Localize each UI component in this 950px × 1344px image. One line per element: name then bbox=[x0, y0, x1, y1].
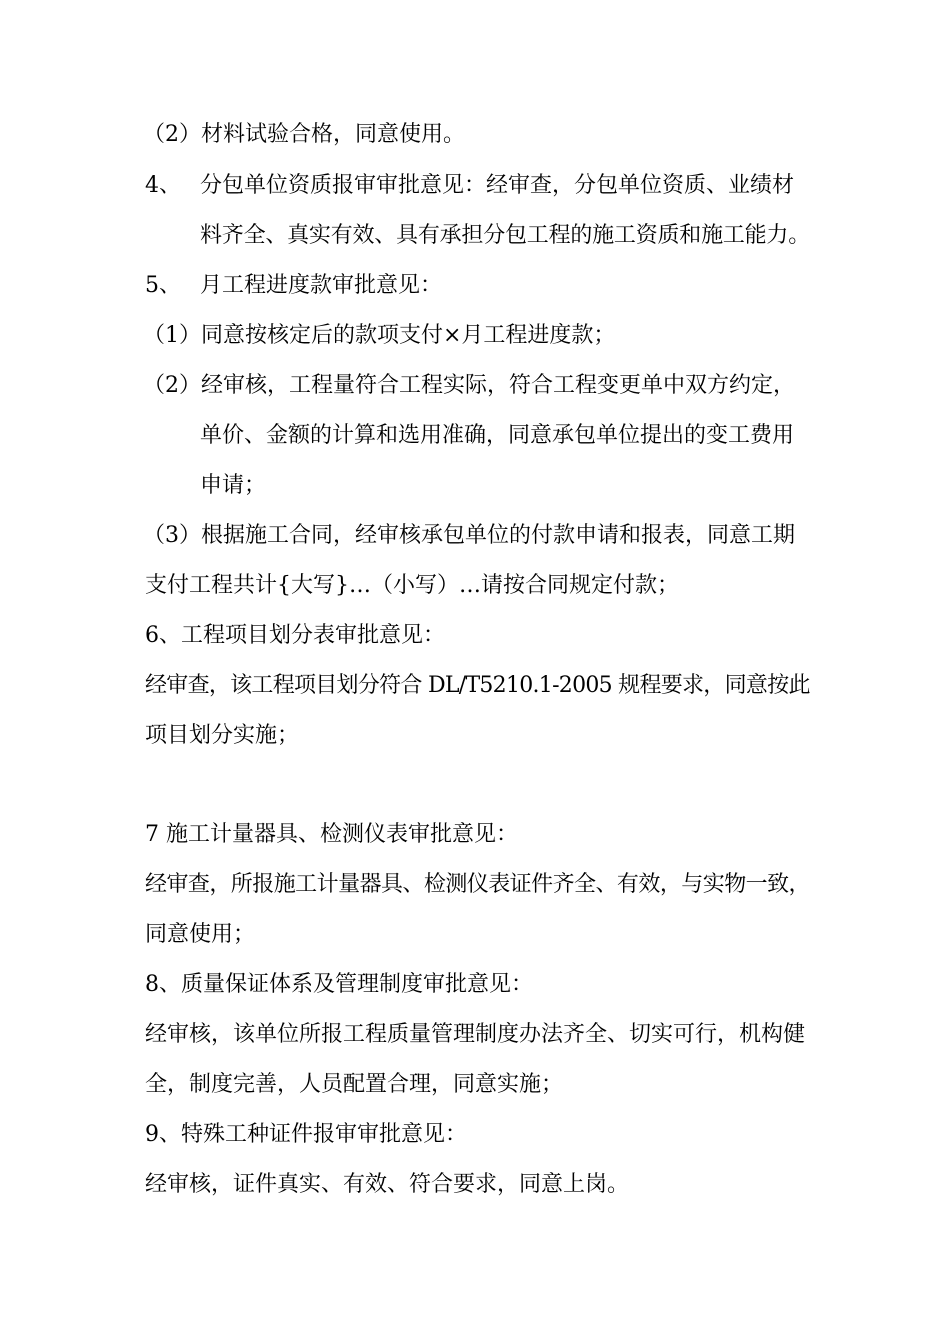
text-line: 7 施工计量器具、检测仪表审批意见： bbox=[145, 822, 518, 847]
text-line: （2）经审核，工程量符合工程实际，符合工程变更单中双方约定， bbox=[143, 373, 795, 398]
text-line: 料齐全、真实有效、具有承担分包工程的施工资质和施工能力。 bbox=[200, 223, 811, 248]
text-line: 分包单位资质报审审批意见：经审查，分包单位资质、业绩材 bbox=[200, 173, 795, 198]
text-line: 全，制度完善，人员配置合理，同意实施； bbox=[145, 1072, 564, 1097]
text-line: 经审核，证件真实、有效、符合要求，同意上岗。 bbox=[145, 1172, 630, 1197]
text-line: （1）同意按核定后的款项支付×月工程进度款； bbox=[143, 323, 616, 348]
text-line: （3）根据施工合同，经审核承包单位的付款申请和报表，同意工期 bbox=[143, 523, 795, 548]
text-line: 申请； bbox=[200, 473, 267, 498]
text-line: 同意使用； bbox=[145, 922, 256, 947]
text-line: 月工程进度款审批意见： bbox=[200, 273, 443, 298]
text-line: 项目划分实施； bbox=[145, 723, 300, 748]
text-line: 经审查，所报施工计量器具、检测仪表证件齐全、有效，与实物一致， bbox=[145, 872, 811, 897]
text-line: （2）材料试验合格，同意使用。 bbox=[143, 122, 465, 147]
item-number: 5、 bbox=[145, 273, 181, 298]
text-line: 经审查，该工程项目划分符合 DL/T5210.1-2005 规程要求，同意按此 bbox=[145, 673, 810, 698]
text-line: 支付工程共计{大写}…（小写）…请按合同规定付款； bbox=[145, 573, 679, 598]
text-line: 经审核，该单位所报工程质量管理制度办法齐全、切实可行，机构健 bbox=[145, 1022, 806, 1047]
text-line: 6、工程项目划分表审批意见： bbox=[145, 623, 445, 648]
text-line: 9、特殊工种证件报审审批意见： bbox=[145, 1122, 467, 1147]
item-number: 4、 bbox=[145, 173, 181, 198]
text-line: 8、质量保证体系及管理制度审批意见： bbox=[145, 972, 533, 997]
text-line: 单价、金额的计算和选用准确，同意承包单位提出的变工费用 bbox=[200, 423, 795, 448]
